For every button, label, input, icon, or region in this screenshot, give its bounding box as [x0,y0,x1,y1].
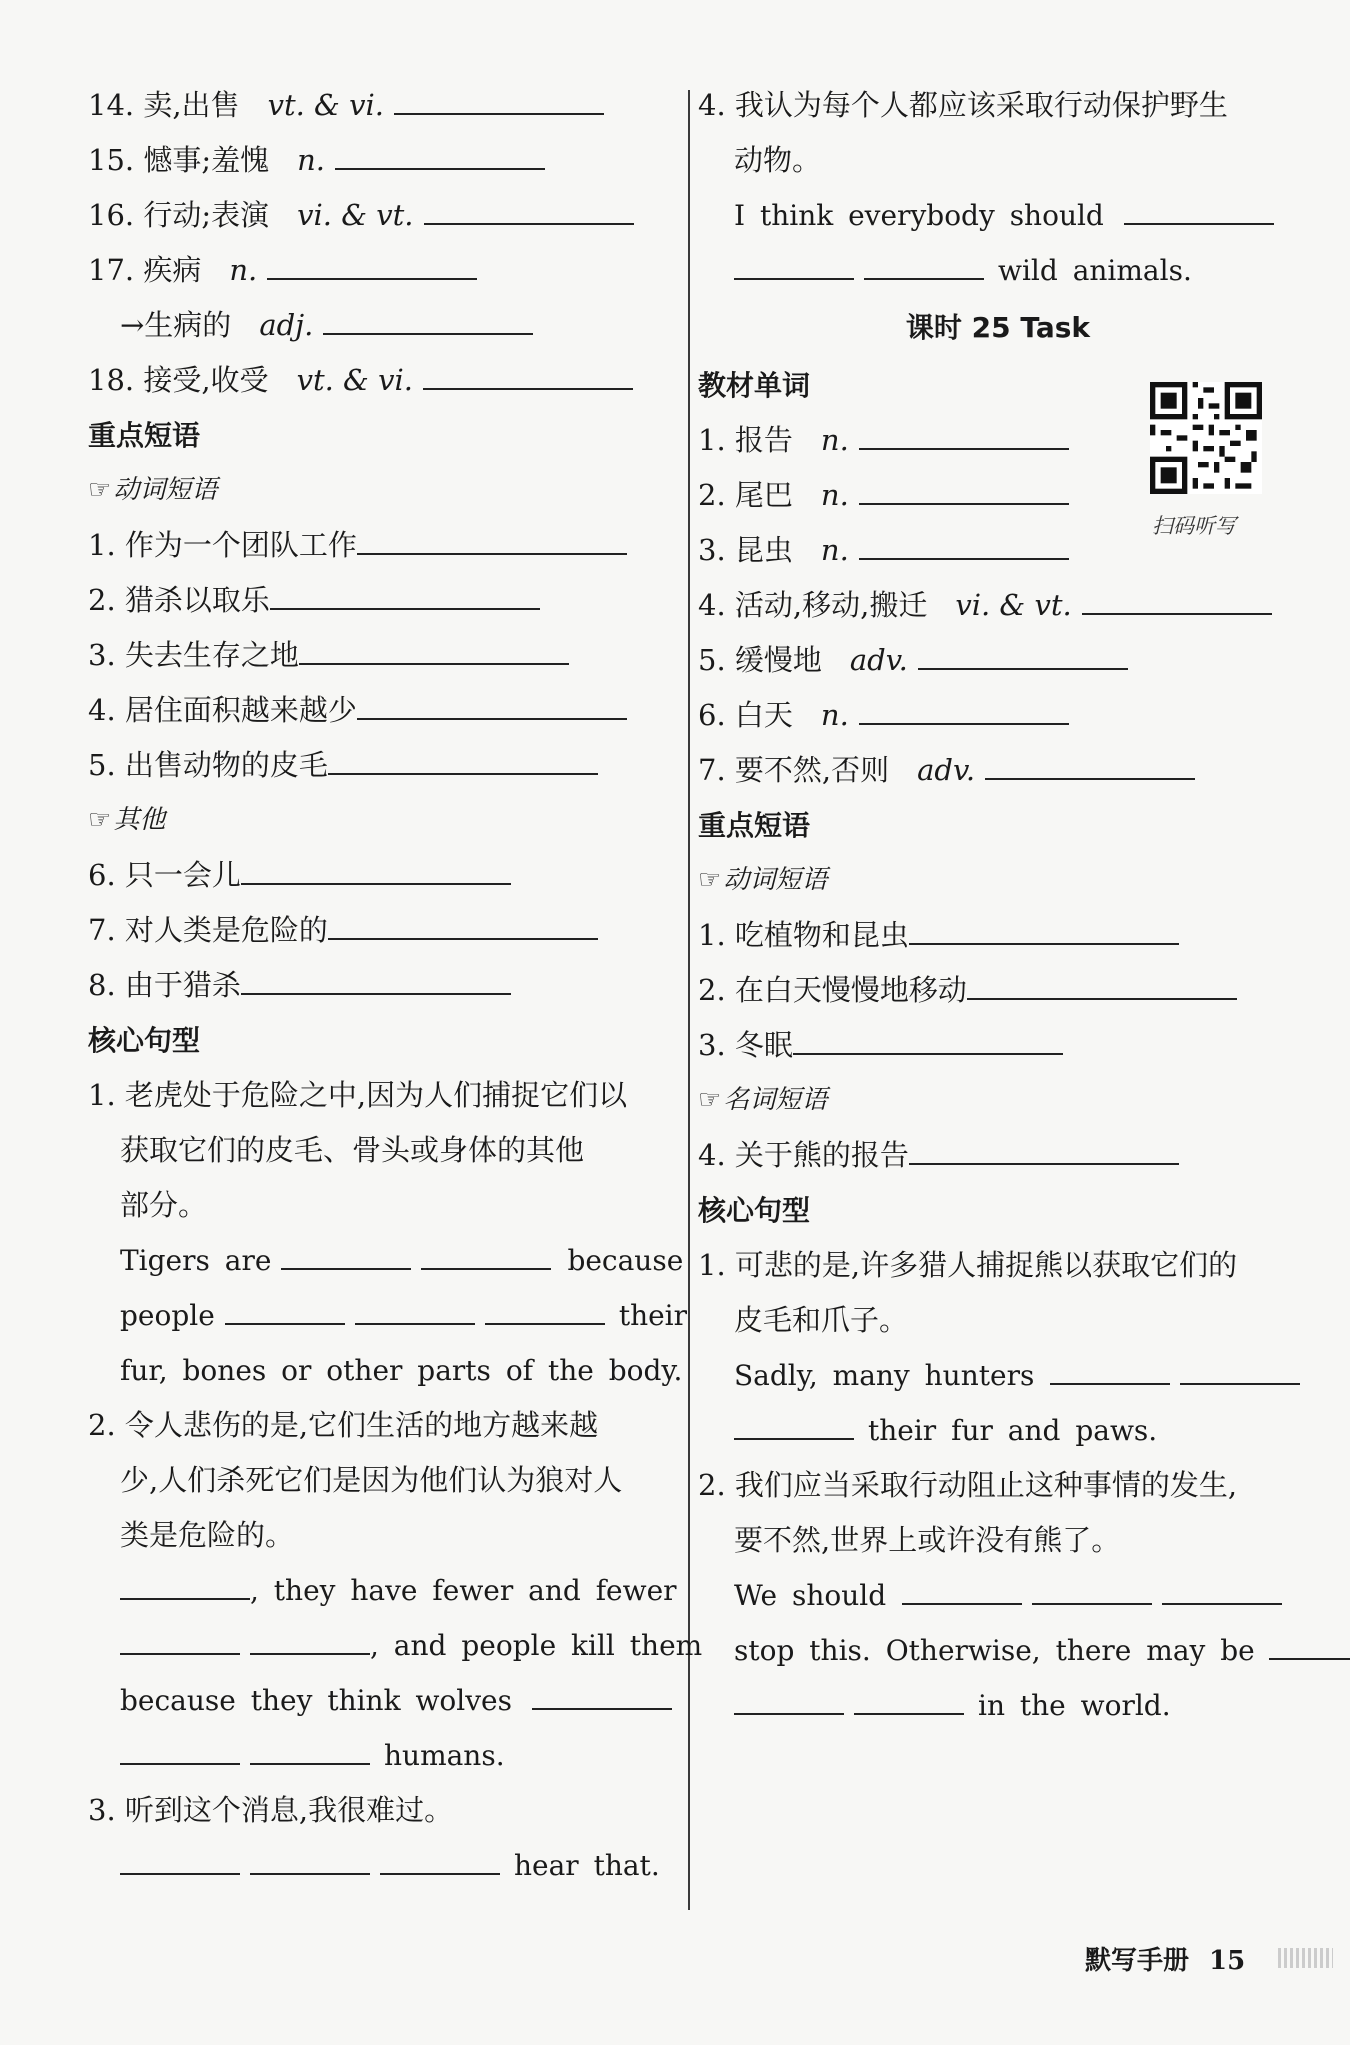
sentence-en: , they have fewer and fewer [88,1563,678,1618]
answer-blank[interactable] [328,908,598,940]
answer-blank[interactable] [734,1683,844,1715]
sentence-en: people their [88,1288,678,1343]
answer-blank[interactable] [241,963,511,995]
answer-blank[interactable] [854,1683,964,1715]
handbook-title: 默写手册 [1085,1946,1190,1976]
answer-blank[interactable] [859,528,1069,560]
subsection-label: ☞名词短语 [698,1085,828,1115]
answer-blank[interactable] [1124,193,1274,225]
vocab-item: 16. 行动;表演 vi. & vt. [88,188,678,243]
answer-blank[interactable] [967,968,1237,1000]
phrase-item: 4. 关于熊的报告 [698,1128,1298,1183]
answer-blank[interactable] [281,1238,411,1270]
answer-blank[interactable] [918,638,1128,670]
phrase-item: 3. 冬眠 [698,1018,1298,1073]
answer-blank[interactable] [394,83,604,115]
answer-blank[interactable] [485,1293,605,1325]
answer-blank[interactable] [225,1293,345,1325]
sentence-cn: 1. 老虎处于危险之中,因为人们捕捉它们以 [88,1078,628,1112]
sentence-en: in the world. [698,1678,1298,1733]
vocab-item: 2. 尾巴 n. [698,468,1298,523]
answer-blank[interactable] [120,1568,250,1600]
answer-blank[interactable] [120,1843,240,1875]
answer-blank[interactable] [241,853,511,885]
vocab-item: 4. 活动,移动,搬迁 vi. & vt. [698,578,1298,633]
answer-blank[interactable] [380,1843,500,1875]
phrase-item: 1. 作为一个团队工作 [88,518,678,573]
answer-blank[interactable] [864,248,984,280]
answer-blank[interactable] [299,633,569,665]
sentence-cn: 3. 听到这个消息,我很难过。 [88,1793,454,1827]
qr-caption: 扫码听写 [1152,514,1236,538]
sentence-cn: 要不然,世界上或许没有熊了。 [734,1523,1121,1557]
sentence-cn: 1. 可悲的是,许多猎人捕捉熊以获取它们的 [698,1248,1238,1282]
sentence-en: humans. [88,1728,678,1783]
sentence-cn: 获取它们的皮毛、骨头或身体的其他 [120,1133,585,1167]
vocab-item: 3. 昆虫 n. [698,523,1298,578]
right-column [698,78,1298,1733]
answer-blank[interactable] [902,1573,1022,1605]
pointing-hand-icon: ☞ [698,1085,722,1115]
answer-blank[interactable] [1162,1573,1282,1605]
vocab-item: 14. 卖,出售 vt. & vi. [88,78,678,133]
section-title: 核心句型 [698,1194,811,1227]
answer-blank[interactable] [250,1843,370,1875]
qr-code-icon[interactable] [1150,382,1262,494]
phrase-item: 8. 由于猎杀 [88,958,678,1013]
answer-blank[interactable] [793,1023,1063,1055]
answer-blank[interactable] [1050,1353,1170,1385]
answer-blank[interactable] [250,1733,370,1765]
phrase-item: 2. 在白天慢慢地移动 [698,963,1298,1018]
sentence-cn: 2. 我们应当采取行动阻止这种事情的发生, [698,1468,1238,1502]
answer-blank[interactable] [909,1133,1179,1165]
section-title: 教材单词 [698,369,811,402]
answer-blank[interactable] [859,693,1069,725]
subsection-label: ☞动词短语 [88,475,218,505]
vocab-item: 15. 憾事;羞愧 n. [88,133,678,188]
sentence-en: stop this. Otherwise, there may be [698,1623,1298,1678]
answer-blank[interactable] [734,248,854,280]
sentence-cn: 部分。 [120,1188,208,1222]
sentence-en: Sadly, many hunters [698,1348,1298,1403]
answer-blank[interactable] [859,473,1069,505]
answer-blank[interactable] [734,1408,854,1440]
answer-blank[interactable] [421,1238,551,1270]
sentence-en: I think everybody should [698,188,1298,243]
phrase-item: 2. 猎杀以取乐 [88,573,678,628]
left-column [88,78,703,1893]
answer-blank[interactable] [355,1293,475,1325]
answer-blank[interactable] [909,913,1179,945]
lesson-title: 课时 25 Task [905,311,1091,344]
sentence-en: hear that. [88,1838,678,1893]
pointing-hand-icon: ☞ [698,865,722,895]
pointing-hand-icon: ☞ [88,805,112,835]
subsection-label: ☞其他 [88,805,166,835]
answer-blank[interactable] [335,138,545,170]
answer-blank[interactable] [532,1678,672,1710]
answer-blank[interactable] [423,358,633,390]
answer-blank[interactable] [328,743,598,775]
phrase-item: 1. 吃植物和昆虫 [698,908,1298,963]
phrase-item: 5. 出售动物的皮毛 [88,738,678,793]
sentence-en: We should [698,1568,1298,1623]
answer-blank[interactable] [357,688,627,720]
vocab-item: 1. 报告 n. [698,413,1298,468]
sentence-en: , and people kill them [88,1618,678,1673]
sentence-en: wild animals. [698,243,1298,298]
sentence-en: because they think wolves [88,1673,678,1728]
answer-blank[interactable] [120,1733,240,1765]
answer-blank[interactable] [270,578,540,610]
sentence-cn: 类是危险的。 [120,1518,295,1552]
phrase-item: 7. 对人类是危险的 [88,903,678,958]
answer-blank[interactable] [1180,1353,1300,1385]
answer-blank[interactable] [323,303,533,335]
answer-blank[interactable] [1032,1573,1152,1605]
vocab-item: 6. 白天 n. [698,688,1298,743]
footer-decoration [1278,1948,1333,1968]
vocab-item: 5. 缓慢地 adv. [698,633,1298,688]
vocab-item: 18. 接受,收受 vt. & vi. [88,353,678,408]
vocab-item: 17. 疾病 n. [88,243,678,298]
sentence-cn: 2. 令人悲伤的是,它们生活的地方越来越 [88,1408,599,1442]
sentence-cn: 动物。 [734,143,822,177]
answer-blank[interactable] [1269,1628,1350,1660]
section-title: 核心句型 [88,1024,201,1057]
sentence-en: their fur and paws. [698,1403,1298,1458]
answer-blank[interactable] [267,248,477,280]
sentence-cn: 4. 我认为每个人都应该采取行动保护野生 [698,88,1228,122]
page-footer [1085,1940,1245,1977]
answer-blank[interactable] [985,748,1195,780]
page-number: 15 [1209,1946,1246,1976]
vocab-item: 7. 要不然,否则 adv. [698,743,1298,798]
sentence-cn: 皮毛和爪子。 [734,1303,909,1337]
answer-blank[interactable] [357,523,627,555]
vocab-item: →生病的 adj. [88,298,678,353]
phrase-item: 6. 只一会儿 [88,848,678,903]
sentence-en: fur, bones or other parts of the body. [120,1354,683,1387]
section-title: 重点短语 [698,809,811,842]
answer-blank[interactable] [250,1623,370,1655]
answer-blank[interactable] [859,418,1069,450]
phrase-item: 3. 失去生存之地 [88,628,678,683]
answer-blank[interactable] [424,193,634,225]
subsection-label: ☞动词短语 [698,865,828,895]
section-title: 重点短语 [88,419,201,452]
answer-blank[interactable] [1082,583,1272,615]
phrase-item: 4. 居住面积越来越少 [88,683,678,738]
pointing-hand-icon: ☞ [88,475,112,505]
answer-blank[interactable] [120,1623,240,1655]
sentence-cn: 少,人们杀死它们是因为他们认为狼对人 [120,1463,623,1497]
sentence-en: Tigers are because [88,1233,678,1288]
